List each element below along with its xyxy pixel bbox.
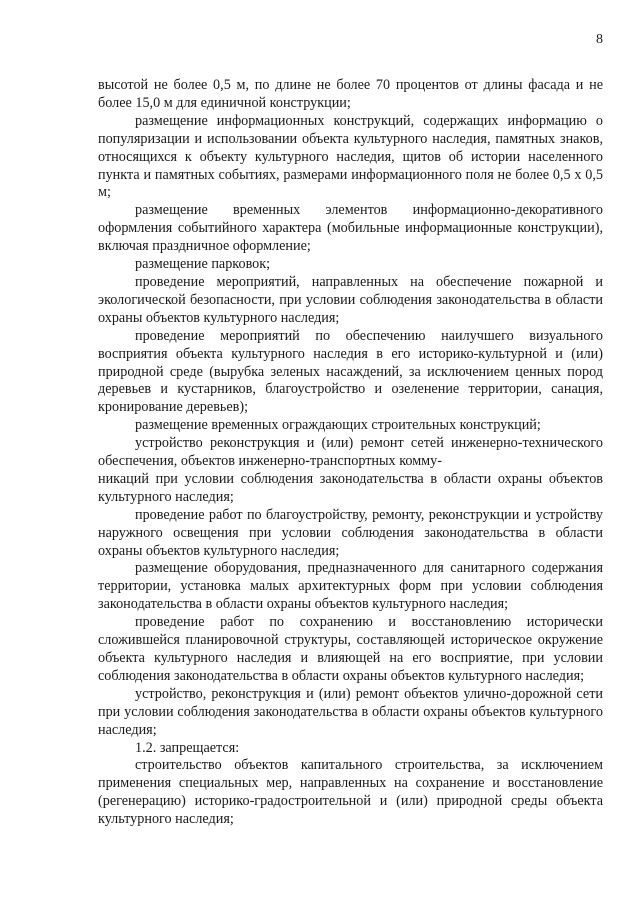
paragraph-temporary-fencing: размещение временных ограждающих строительных конструкций; xyxy=(135,417,541,434)
paragraph-road-network: устройство, реконструкция и (или) ремонт объектов улично-дорожной сети при условии соблюдения законодательства в области охраны объектов культурного наследия; xyxy=(98,685,603,738)
document-body xyxy=(98,77,603,829)
paragraph-planning-structure: проведение работ по сохранению и восстановлению исторически сложившейся планировочной структуры, составляющей историческое окружение объекта культурного наследия и влияющей на его восприятие, при условии соблюдения законодательства в области охраны объектов культурного наследия; xyxy=(98,614,603,684)
section-heading-prohibited: 1.2. запрещается: xyxy=(135,739,240,756)
paragraph-decorative-elements: размещение временных элементов информационно-декоративного оформления событийного характера (мобильные информационные конструкции), включая праздничное оформление; xyxy=(98,202,603,255)
paragraph-parking: размещение парковок; xyxy=(135,256,271,273)
paragraph-info-constructions: размещение информационных конструкций, содержащих информацию о популяризации и использовании объекта культурного наследия, памятных знаков, относящихся к объекту культурного наследия, щитов об истории населенного пункта и памятных событиях, размерами информационного поля не более 0,5 х 0,5 м; xyxy=(98,112,603,201)
paragraph-engineering-networks: устройство реконструкция и (или) ремонт сетей инженерно-технического обеспечения, объектов инженерно-транспортных комму- никаций при условии соблюдения законодательства в области охраны объектов культурного наследия; xyxy=(98,435,603,505)
paragraph-sanitary-equipment: размещение оборудования, предназначенного для санитарного содержания территории, установка малых архитектурных форм при условии соблюдения законодательства в области охраны объектов культурного наследия; xyxy=(98,560,603,613)
paragraph-capital-construction: строительство объектов капитального строительства, за исключением применения специальных мер, направленных на сохранение и восстановление (регенерацию) историко-градостроительной и (или) природной среды объекта культурного наследия; xyxy=(98,757,603,828)
paragraph-visual-perception: проведение мероприятий по обеспечению наилучшего визуального восприятия объекта культурного наследия в его историко-культурной и (или) природной среде (вырубка зеленых насаждений, за исключением ценных пород деревьев и кустарников, благоустройство и озеленение территории, санация, кронирование деревьев); xyxy=(98,327,603,416)
page-number: 8 xyxy=(596,32,603,47)
paragraph-continuation: высотой не более 0,5 м, по длине не более 70 процентов от длины фасада и не более 15,0 м для единичной конструкции; xyxy=(98,77,603,111)
paragraph-fire-safety: проведение мероприятий, направленных на обеспечение пожарной и экологической безопасности, при условии соблюдения законодательства в области охраны объектов культурного наследия; xyxy=(98,273,603,326)
paragraph-landscaping-lighting: проведение работ по благоустройству, ремонту, реконструкции и устройству наружного освещения при условии соблюдения законодательства в области охраны объектов культурного наследия; xyxy=(98,506,603,559)
